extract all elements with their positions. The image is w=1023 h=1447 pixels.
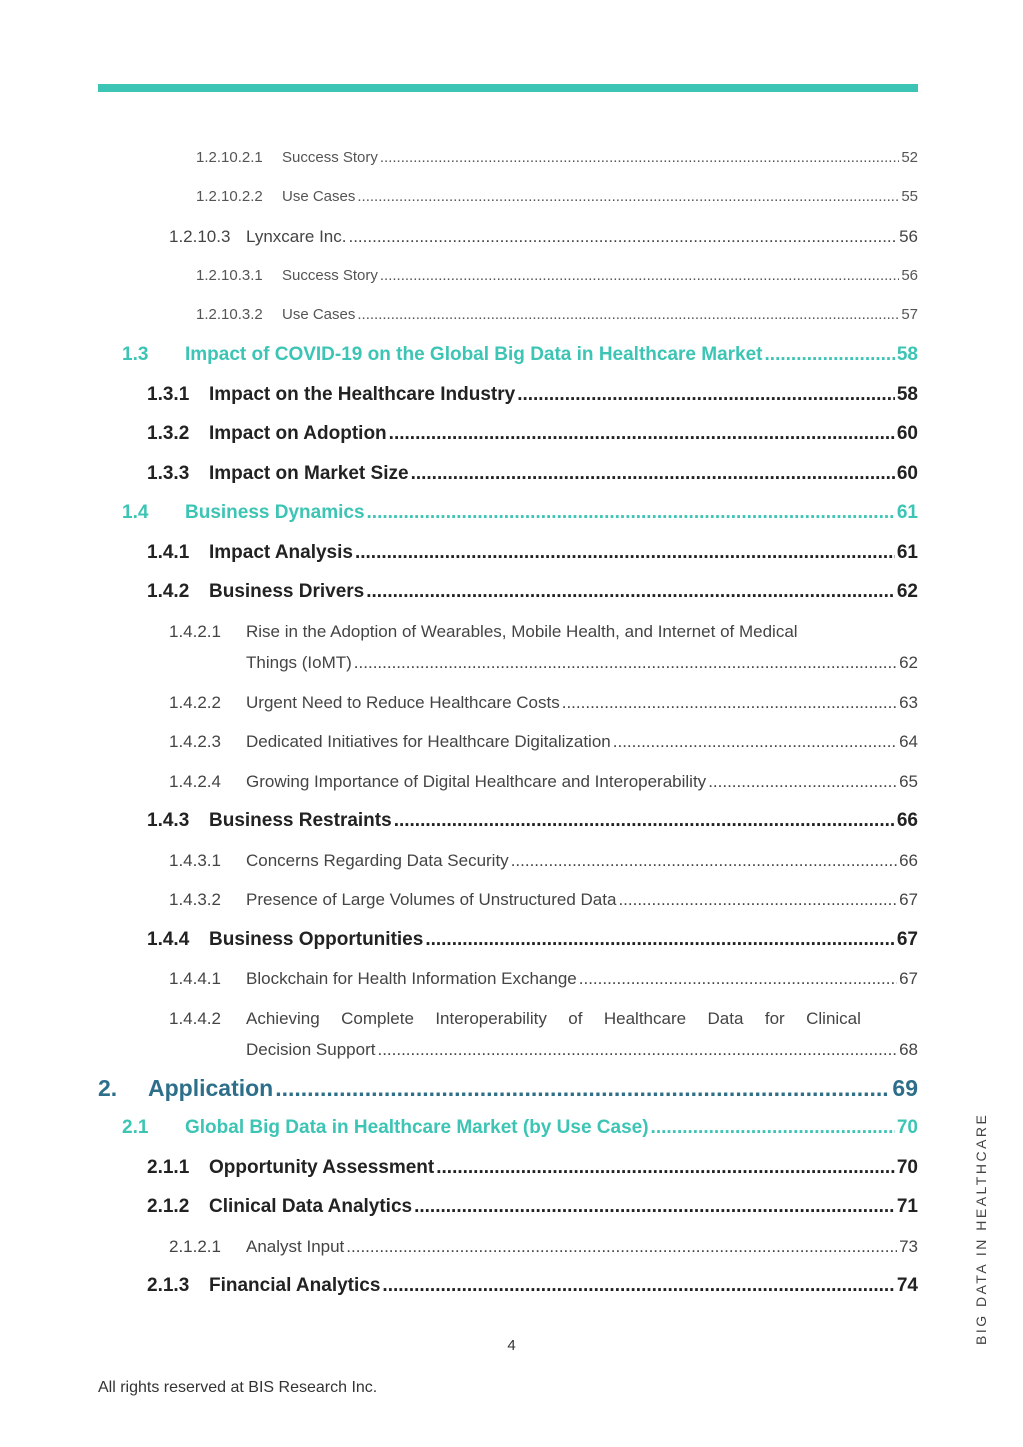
toc-number: 2.1.2 (147, 1196, 190, 1217)
toc-entry-subsection[interactable] (147, 1275, 918, 1297)
toc-title: Use Cases (282, 306, 356, 323)
toc-title: Impact Analysis (209, 542, 353, 563)
toc-title-word: Data (707, 1009, 744, 1028)
toc-entry-subsection[interactable] (147, 810, 918, 832)
toc-number: 2.1 (122, 1117, 149, 1138)
toc-entry[interactable] (169, 693, 918, 713)
toc-title: Opportunity Assessment (209, 1157, 435, 1178)
toc-entry-section[interactable] (122, 1117, 918, 1139)
toc-title: Impact of COVID-19 on the Global Big Data in Healthcare Market (185, 344, 763, 365)
dot-leader (613, 732, 897, 752)
toc-entry-subsection[interactable] (147, 1157, 918, 1179)
toc-number: 1.2.10.3.2 (196, 306, 263, 323)
dot-leader (618, 890, 897, 910)
dot-leader (517, 384, 895, 406)
toc-page: 61 (896, 502, 918, 523)
toc-entry-subsection[interactable] (147, 1196, 918, 1218)
toc-entry[interactable] (196, 188, 918, 205)
toc-entry[interactable] (169, 732, 918, 752)
dot-leader (579, 969, 897, 989)
dot-leader (394, 810, 895, 832)
toc-entry[interactable] (169, 969, 918, 989)
dot-leader (708, 772, 897, 792)
toc-number: 1.3.1 (147, 384, 190, 405)
toc-entry[interactable] (169, 227, 918, 247)
toc-number: 1.3.2 (147, 423, 190, 444)
toc-page: 60 (896, 463, 918, 484)
footer-copyright: All rights reserved at BIS Research Inc. (98, 1379, 378, 1396)
dot-leader (436, 1157, 895, 1179)
toc-page: 64 (899, 732, 918, 751)
toc-entry[interactable] (169, 622, 918, 682)
toc-title-word: Healthcare (603, 1009, 687, 1028)
toc-number: 1.2.10.2.1 (196, 149, 263, 166)
toc-entry-subsection[interactable] (147, 423, 918, 445)
toc-number: 1.4.2.4 (169, 772, 221, 791)
toc-entry-chapter[interactable] (98, 1075, 918, 1102)
dot-leader (346, 1237, 897, 1257)
toc-title-word: of (568, 1009, 583, 1028)
toc-page: 56 (901, 267, 918, 284)
toc-entry-subsection[interactable] (147, 463, 918, 485)
toc-number: 1.2.10.3 (169, 227, 231, 246)
toc-page: 60 (896, 423, 918, 444)
dot-leader (511, 851, 897, 871)
toc-number: 1.3 (122, 344, 149, 365)
toc-page: 70 (896, 1117, 918, 1138)
dot-leader (382, 1275, 894, 1297)
toc-entry-subsection[interactable] (147, 384, 918, 406)
dot-leader (380, 149, 899, 166)
toc-page: 66 (896, 810, 918, 831)
toc-title: Application (148, 1075, 274, 1101)
toc-title: Impact on Adoption (209, 423, 387, 444)
toc-page: 67 (899, 969, 918, 988)
toc-entry[interactable] (169, 851, 918, 871)
dot-leader (357, 306, 899, 323)
header-accent-bar (98, 84, 918, 92)
side-running-title: BIG DATA IN HEALTHCARE (973, 1112, 989, 1345)
dot-leader (367, 502, 895, 524)
toc-page: 65 (899, 772, 918, 791)
toc-entry-subsection[interactable] (147, 929, 918, 951)
dot-leader (389, 423, 895, 445)
toc-page: 66 (899, 851, 918, 870)
toc-page: 71 (896, 1196, 918, 1217)
toc-number: 1.4.2.2 (169, 693, 221, 712)
toc-entry[interactable] (196, 267, 918, 284)
toc-title: Business Dynamics (185, 502, 365, 523)
toc-entry[interactable] (169, 1237, 918, 1257)
page-number: 4 (507, 1337, 516, 1354)
toc-page: 58 (896, 344, 918, 365)
toc-page: 67 (899, 890, 918, 909)
dot-leader (411, 463, 895, 485)
toc-page: 68 (899, 1040, 918, 1059)
toc-page: 62 (899, 653, 918, 672)
toc-title: Clinical Data Analytics (209, 1196, 413, 1217)
toc-entry[interactable] (196, 306, 918, 323)
dot-leader (366, 581, 895, 603)
toc-number: 1.4.2.3 (169, 732, 221, 751)
toc-title: Use Cases (282, 188, 356, 205)
toc-title-word: Achieving (246, 1009, 320, 1028)
toc-title: Dedicated Initiatives for Healthcare Digitalization (246, 732, 611, 751)
toc-title: Growing Importance of Digital Healthcare and Interoperability (246, 772, 707, 791)
toc-title: Business Restraints (209, 810, 392, 831)
dot-leader (348, 227, 897, 247)
toc-title: Blockchain for Health Information Exchange (246, 969, 577, 988)
toc-title: Financial Analytics (209, 1275, 381, 1296)
toc-number: 1.4.1 (147, 542, 190, 563)
toc-title: Impact on the Healthcare Industry (209, 384, 516, 405)
toc-page: 61 (896, 542, 918, 563)
toc-number: 1.2.10.2.2 (196, 188, 263, 205)
toc-title: Impact on Market Size (209, 463, 409, 484)
toc-title: Analyst Input (246, 1237, 345, 1256)
toc-number: 1.4.3.1 (169, 851, 221, 870)
toc-page: 56 (899, 227, 918, 246)
toc-entry[interactable] (196, 149, 918, 166)
toc-number: 1.3.3 (147, 463, 190, 484)
dot-leader (562, 693, 897, 713)
toc-number: 2. (98, 1075, 118, 1101)
toc-title-continued: Decision Support (246, 1040, 376, 1059)
toc-number: 1.4.2 (147, 581, 190, 602)
toc-number: 2.1.2.1 (169, 1237, 221, 1256)
toc-entry-section[interactable] (122, 344, 918, 366)
toc-entry[interactable] (169, 1009, 918, 1069)
toc-number: 2.1.3 (147, 1275, 190, 1296)
toc-entry[interactable] (169, 772, 918, 792)
dot-leader (414, 1196, 895, 1218)
toc-page: 69 (892, 1075, 918, 1101)
toc-title-word: Clinical (806, 1009, 861, 1028)
toc-number: 1.2.10.3.1 (196, 267, 263, 284)
toc-page: 74 (896, 1275, 918, 1296)
dot-leader (355, 542, 895, 564)
toc-title: Business Drivers (209, 581, 365, 602)
toc-page: 70 (896, 1157, 918, 1178)
toc-number: 1.4.3 (147, 810, 190, 831)
dot-leader (275, 1075, 890, 1102)
toc-title: Concerns Regarding Data Security (246, 851, 509, 870)
toc-title: Global Big Data in Healthcare Market (by Use Case) (185, 1117, 649, 1138)
dot-leader (425, 929, 895, 951)
toc-page: 63 (899, 693, 918, 712)
toc-page: 73 (899, 1237, 918, 1256)
toc-entry-section[interactable] (122, 502, 918, 524)
toc-title (246, 1009, 861, 1029)
dot-leader (765, 344, 895, 366)
toc-page: 58 (896, 384, 918, 405)
toc-entry-subsection[interactable] (147, 542, 918, 564)
toc-page: 67 (896, 929, 918, 950)
toc-title-word: for (764, 1009, 785, 1028)
toc-title-word: Complete (341, 1009, 414, 1028)
toc-number: 2.1.1 (147, 1157, 190, 1178)
dot-leader (651, 1117, 895, 1139)
toc-title: Presence of Large Volumes of Unstructured Data (246, 890, 617, 909)
toc-page: 55 (901, 188, 918, 205)
toc-title-continued: Things (IoMT) (246, 653, 352, 672)
toc-title: Success Story (282, 149, 378, 166)
toc-entry[interactable] (169, 890, 918, 910)
toc-number: 1.4.3.2 (169, 890, 221, 909)
toc-title: Urgent Need to Reduce Healthcare Costs (246, 693, 560, 712)
toc-title: Business Opportunities (209, 929, 424, 950)
toc-title: Lynxcare Inc. (246, 227, 347, 246)
toc-number: 1.4.4.1 (169, 969, 221, 988)
dot-leader (354, 653, 897, 673)
toc-entry-subsection[interactable] (147, 581, 918, 603)
toc-page: 62 (896, 581, 918, 602)
dot-leader (377, 1040, 897, 1060)
toc-number: 1.4.2.1 (169, 622, 221, 641)
dot-leader (380, 267, 899, 284)
toc-number: 1.4.4 (147, 929, 190, 950)
toc-title: Success Story (282, 267, 378, 284)
toc-title: Rise in the Adoption of Wearables, Mobile Health, and Internet of Medical (246, 622, 798, 641)
dot-leader (357, 188, 899, 205)
toc-title-word: Interoperability (435, 1009, 547, 1028)
toc-number: 1.4.4.2 (169, 1009, 221, 1028)
toc-number: 1.4 (122, 502, 149, 523)
toc-page: 57 (901, 306, 918, 323)
toc-page: 52 (901, 149, 918, 166)
